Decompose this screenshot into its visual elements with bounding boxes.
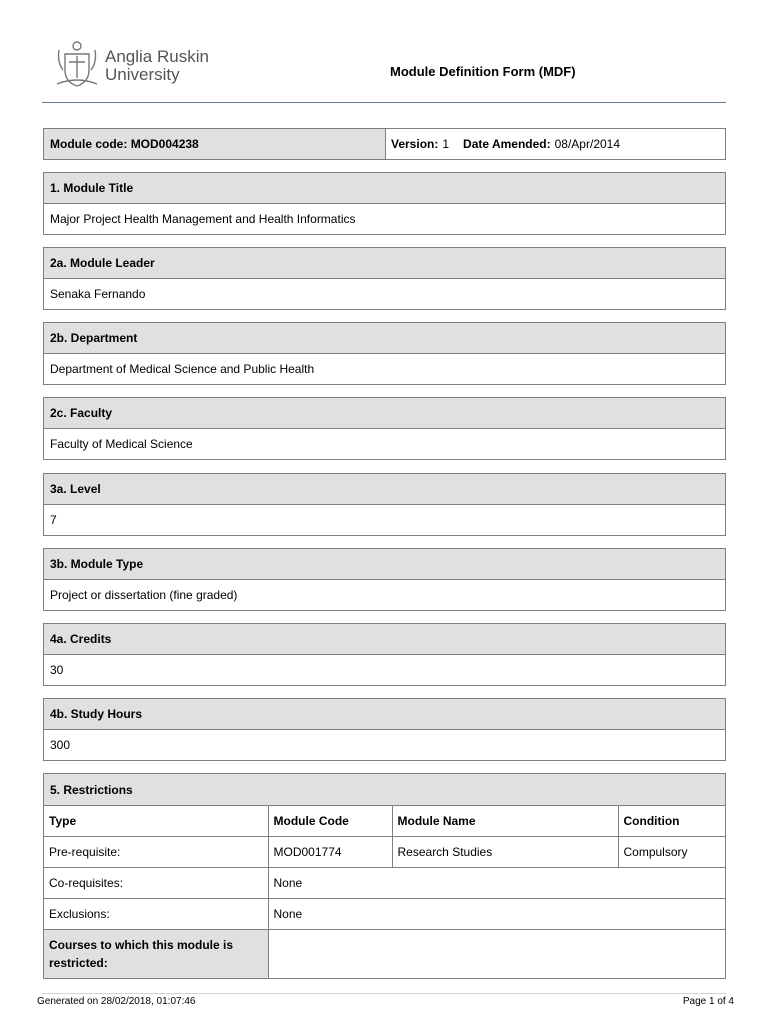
section-study-hours (43, 698, 726, 761)
section-heading: 2b. Department (44, 323, 725, 354)
row-value: None (268, 868, 725, 899)
section-module-type (43, 548, 726, 611)
section-restrictions (43, 773, 726, 979)
restrictions-table (44, 805, 725, 978)
section-value: Department of Medical Science and Public Health (50, 362, 315, 376)
section-credits (43, 623, 726, 686)
row-type: Co-requisites: (44, 868, 268, 899)
table-header-row (44, 806, 725, 837)
university-logo (55, 40, 225, 90)
row-value: None (268, 899, 725, 930)
module-code-cell (44, 129, 386, 159)
column-header-condition: Condition (618, 806, 725, 837)
section-module-title (43, 172, 726, 235)
table-row (44, 837, 725, 868)
row-type: Exclusions: (44, 899, 268, 930)
logo-line2: University (105, 65, 180, 84)
row-value (268, 930, 725, 978)
generated-timestamp: Generated on 28/02/2018, 01:07:46 (37, 996, 196, 1007)
header-divider (42, 102, 726, 103)
section-heading: 2c. Faculty (44, 398, 725, 429)
footer-divider (42, 993, 726, 994)
form-title: Module Definition Form (MDF) (390, 64, 576, 79)
row-module-code: MOD001774 (268, 837, 392, 868)
module-code-label: Module code: (50, 137, 128, 151)
table-row (44, 868, 725, 899)
date-amended-value: 08/Apr/2014 (554, 137, 621, 151)
section-module-leader (43, 247, 726, 310)
section-value: Faculty of Medical Science (50, 437, 193, 451)
row-condition: Compulsory (618, 837, 725, 868)
module-code-value: MOD004238 (130, 137, 199, 151)
section-heading: 2a. Module Leader (44, 248, 725, 279)
row-module-name: Research Studies (392, 837, 618, 868)
table-row (44, 899, 725, 930)
section-value: 300 (50, 738, 71, 752)
column-header-module-code: Module Code (268, 806, 392, 837)
crest-icon (55, 40, 99, 88)
version-value: 1 (442, 137, 450, 151)
section-level (43, 473, 726, 536)
column-header-module-name: Module Name (392, 806, 618, 837)
section-heading: 3a. Level (44, 474, 725, 505)
logo-line1: Anglia Ruskin (105, 47, 209, 66)
module-code-box (43, 128, 726, 160)
section-heading: 4b. Study Hours (44, 699, 725, 730)
row-type: Pre-requisite: (44, 837, 268, 868)
section-value: Project or dissertation (fine graded) (50, 588, 238, 602)
logo-wordmark (105, 48, 209, 84)
column-header-type: Type (44, 806, 268, 837)
section-heading: 5. Restrictions (44, 774, 725, 805)
section-value: Major Project Health Management and Health Informatics (50, 212, 356, 226)
page-number: Page 1 of 4 (682, 996, 734, 1007)
section-heading: 3b. Module Type (44, 549, 725, 580)
table-row (44, 930, 725, 978)
section-heading: 1. Module Title (44, 173, 725, 204)
section-faculty (43, 397, 726, 460)
version-label: Version: (391, 137, 439, 151)
section-value: 30 (50, 663, 64, 677)
date-amended-label: Date Amended: (463, 137, 551, 151)
section-department (43, 322, 726, 385)
section-heading: 4a. Credits (44, 624, 725, 655)
section-value: Senaka Fernando (50, 287, 146, 301)
row-type: Courses to which this module is restricted: (44, 930, 268, 978)
section-value: 7 (50, 513, 57, 527)
version-cell (386, 129, 725, 159)
